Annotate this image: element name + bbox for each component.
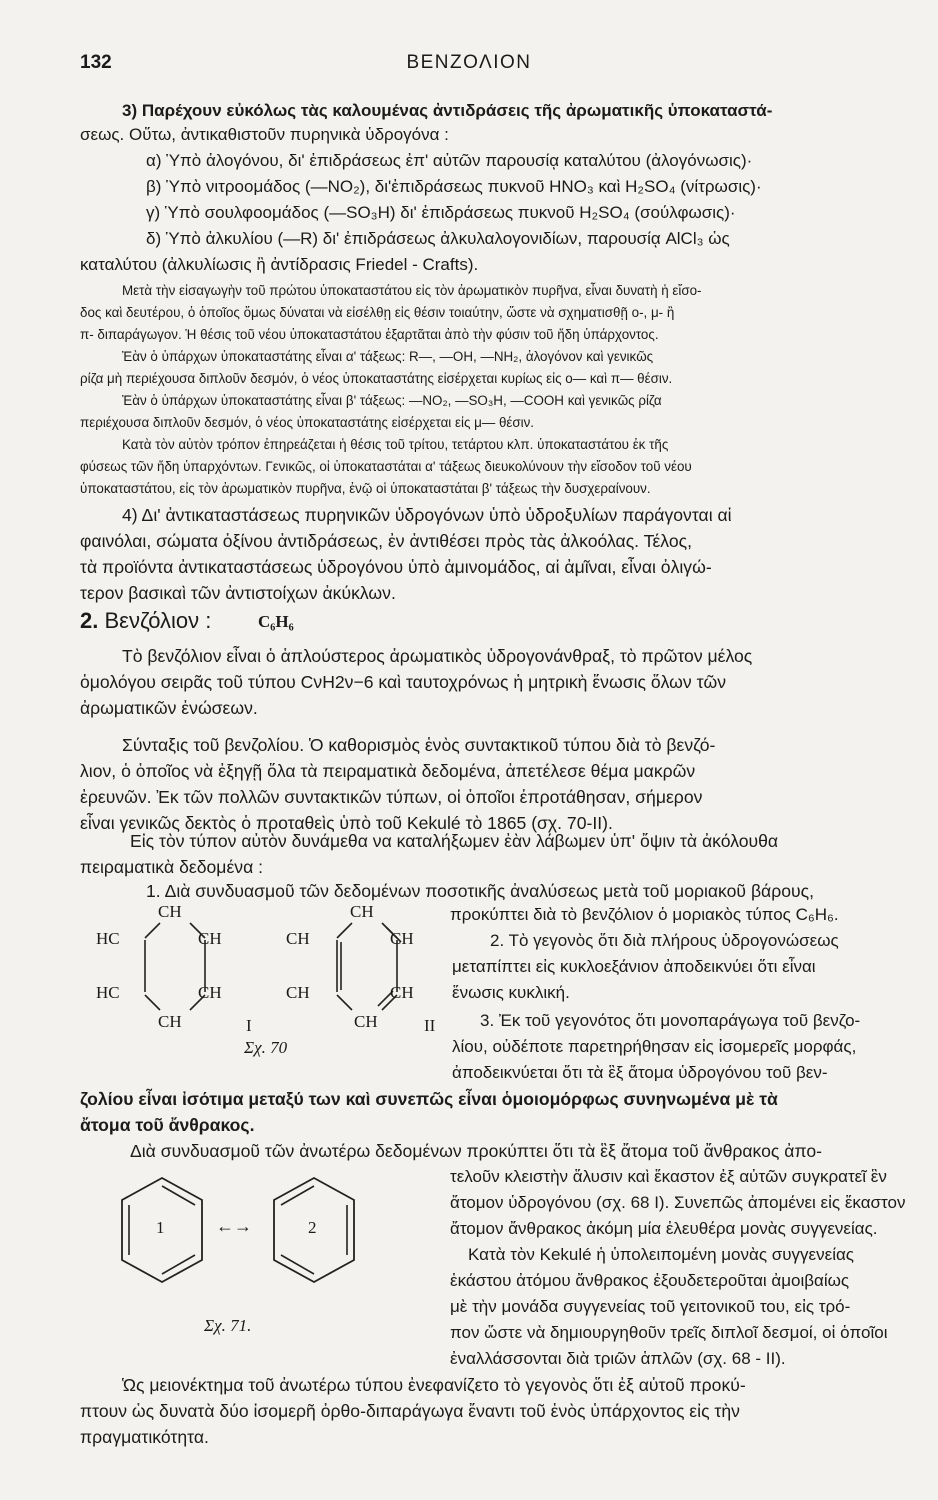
syntax-line-7: 1. Διὰ συνδυασμοῦ τῶν δεδομένων ποσοτικῆς ἀναλύσεως μετὰ τοῦ μοριακοῦ βάρους,	[146, 881, 815, 901]
bottom-line-3: πραγματικότητα.	[80, 1427, 209, 1447]
atom-ch-ur-1: CH	[198, 929, 222, 948]
syntax-line-2: λιον, ὁ ὁποῖος νὰ ἐξηγῇ ὅλα τὰ πειραματικὰ δεδομένα, ἀπετέλεσε θέμα μακρῶν	[80, 761, 696, 781]
section-heading	[80, 608, 211, 634]
small-line-9: φύσεως τῶν ἤδη ὑπαρχόντων. Γενικῶς, οἱ ὑποκαταστάται α' τάξεως διευκολύνουν τὴν εἴσοδον τοῦ νέου	[80, 459, 692, 474]
right71-line-7: πον ὥστε νὰ δημιουργηθοῦν τρεῖς διπλοῖ δεσμοί, οἱ ὁποῖοι	[450, 1323, 888, 1342]
small-line-3: π- διπαράγωγον. Ἡ θέσις τοῦ νέου ὑποκαταστάτου ἐξαρτᾶται ἀπὸ τὴν φύσιν τοῦ ἤδη ὑπάρχοντος.	[80, 327, 659, 342]
item-b: β) Ὑπὸ νιτροομάδος (—NO₂), δι'ἐπιδράσεως πυκνοῦ HNO₃ καὶ H₂SO₄ (νίτρωσις)·	[146, 177, 762, 196]
right71-line-6: μὲ τὴν μονάδα συγγενείας τοῦ γειτονικοῦ του, εἰς τρό-	[450, 1297, 851, 1316]
atom-ch-bottom-2: CH	[354, 1012, 378, 1031]
atom-ch-lr-2: CH	[390, 983, 414, 1002]
syntax-line-6: πειραματικὰ δεδομένα :	[80, 857, 264, 877]
item-d: δ) Ὑπὸ ἀλκυλίου (—R) δι' ἐπιδράσεως ἀλκυλαλογονιδίων, παρουσίᾳ AlCl₃ ὡς	[146, 229, 730, 248]
benzene-structures-svg	[100, 900, 460, 1060]
section-number: 2.	[80, 608, 99, 633]
atom-ch-ur-2: CH	[390, 929, 414, 948]
para3-line-2: σεως. Οὕτω, ἀντικαθιστοῦν πυρηνικὰ ὑδρογόνα :	[80, 125, 449, 144]
section-formula: C₆H₆	[258, 612, 294, 631]
atom-ch-top-1: CH	[158, 902, 182, 921]
right71-line-4: Κατὰ τὸν Kekulé ἡ ὑπολειπομένη μονὰς συγγενείας	[468, 1245, 855, 1264]
page-header	[80, 52, 858, 78]
right71-line-8: ἐναλλάσσονται διὰ τριῶν ἁπλῶν (σχ. 68 - ΙΙ).	[450, 1349, 786, 1368]
right71-line-5: ἑκάστου ἀτόμου ἄνθρακος ἐξουδετεροῦται ἀμοιβαίως	[450, 1271, 850, 1290]
para4-line-1: 4) Δι' ἀντικαταστάσεως πυρηνικῶν ὑδρογόνων ὑπὸ ὑδροξυλίων παράγονται αἱ	[122, 505, 732, 525]
syntax-line-4: εἶναι γενικῶς δεκτὸς ὁ προταθεὶς ὑπὸ τοῦ Kekulé τὸ 1865 (σχ. 70-ΙΙ).	[80, 813, 613, 833]
structure-label-1: I	[246, 1016, 252, 1035]
section-title: Βενζόλιον :	[104, 608, 212, 633]
page-number: 132	[80, 52, 112, 73]
right70-line-5: 3. Ἐκ τοῦ γεγονότος ὅτι μονοπαράγωγα τοῦ βενζο-	[480, 1011, 861, 1030]
item-c: γ) Ὑπὸ σουλφοομάδος (—SO₃H) δι' ἐπιδράσεως πυκνοῦ H₂SO₄ (σούλφωσις)·	[146, 203, 736, 222]
right71-line-1: τελοῦν κλειστὴν ἅλυσιν καὶ ἕκαστον ἐξ αὐτῶν συγκρατεῖ ἓν	[450, 1167, 887, 1186]
small-line-6: Ἐὰν ὁ ὑπάρχων ὑποκαταστάτης εἶναι β' τάξεως: —NO₂, —SO₃H, —COOH καὶ γενικῶς ρίζα	[122, 393, 662, 408]
small-line-5: ρίζα μὴ περιέχουσα διπλοῦν δεσμόν, ὁ νέος ὑποκαταστάτης εἰσέρχεται κυρίως εἰς ο— καὶ π— θέσιν.	[80, 371, 673, 386]
para4-line-3: τὰ προϊόντα ἀντικαταστάσεως ὑδρογόνου ὑπὸ ἀμινομάδος, αἱ ἀμῖναι, εἶναι ὀλιγώ-	[80, 557, 712, 577]
small-line-7: περιέχουσα διπλοῦν δεσμόν, ὁ νέος ὑποκαταστάτης εἰσέρχεται εἰς μ— θέσιν.	[80, 415, 535, 430]
right70-line-3: μεταπίπτει εἰς κυκλοεξάνιον ἀποδεικνύει ὅτι εἶναι	[452, 957, 816, 976]
right70-line-1: προκύπτει διὰ τὸ βενζόλιον ὁ μοριακὸς τύπος C₆H₆.	[450, 905, 839, 924]
intro-line-1: Τὸ βενζόλιον εἶναι ὁ ἁπλούστερος ἀρωματικὸς ὑδρογονάνθραξ, τὸ πρῶτον μέλος	[122, 646, 753, 666]
resonance-label-1: 1	[156, 1218, 165, 1237]
bottom-line-1: Ὡς μειονέκτημα τοῦ ἀνωτέρω τύπου ἐνεφανίζετο τὸ γεγονὸς ὅτι ἐξ αὐτοῦ προκύ-	[122, 1375, 746, 1395]
intro-line-3: ἀρωματικῶν ἐνώσεων.	[80, 698, 258, 718]
para4-line-4: τερον βασικαὶ τῶν ἀντιστοίχων ἀκύκλων.	[80, 583, 396, 603]
item-a: α) Ὑπὸ ἀλογόνου, δι' ἐπιδράσεως ἐπ' αὐτῶν παρουσίᾳ καταλύτου (ἀλογόνωσις)·	[146, 151, 753, 170]
mid-line-3: Διὰ συνδυασμοῦ τῶν ἀνωτέρω δεδομένων προκύπτει ὅτι τὰ ἓξ ἄτομα τοῦ ἄνθρακος ἀπο-	[130, 1141, 822, 1161]
para4-line-2: φαινόλαι, σώματα ὀξίνου ἀντιδράσεως, ἐν ἀντιθέσει πρὸς τὰς ἀλκοόλας. Τέλος,	[80, 531, 692, 551]
item-d-cont: καταλύτου (ἀλκυλίωσις ἢ ἀντίδρασις Friedel - Crafts).	[80, 255, 479, 274]
mid-line-1: ζολίου εἶναι ἰσότιμα μεταξύ των καὶ συνεπῶς εἶναι ὁμοιομόρφως συνηνωμένα μὲ τὰ	[80, 1089, 778, 1109]
small-line-8: Κατὰ τὸν αὐτὸν τρόπον ἐπηρεάζεται ἡ θέσις τοῦ τρίτου, τετάρτου κλπ. ὑποκαταστάτου ἐκ τῆς	[122, 437, 669, 452]
right71-line-3: ἄτομον ἄνθρακος ἀκόμη μία ἐλευθέρα μονὰς συγγενείας.	[450, 1219, 878, 1238]
atom-ch-top-2: CH	[350, 902, 374, 921]
mid-line-2: ἄτομα τοῦ ἄνθρακος.	[80, 1115, 255, 1135]
right70-line-6: λίου, οὐδέποτε παρετηρήθησαν εἰς ἰσομερεῖς μορφάς,	[452, 1037, 857, 1056]
resonance-label-2: 2	[308, 1218, 317, 1237]
kekule-resonance-svg	[120, 1170, 360, 1310]
intro-line-2: ὁμολόγου σειρᾶς τοῦ τύπου CνH2ν−6 καὶ ταυτοχρόνως ἡ μητρικὴ ἕνωσις ὅλων τῶν	[80, 672, 727, 692]
small-line-4: Ἐὰν ὁ ὑπάρχων ὑποκαταστάτης εἶναι α' τάξεως: R—, —OH, —NH₂, ἀλογόνον καὶ γενικῶς	[122, 349, 654, 364]
figure-71	[120, 1170, 360, 1340]
running-title: ΒΕΝΖΟΛΙΟΝ	[406, 52, 532, 73]
atom-ch-ll-2: CH	[286, 983, 310, 1002]
atom-hc-ul-1: HC	[96, 929, 120, 948]
structure-label-2: II	[424, 1016, 436, 1035]
para3-line-1: 3) Παρέχουν εὐκόλως τὰς καλουμένας ἀντιδράσεις τῆς ἀρωματικῆς ὑποκαταστά-	[122, 101, 773, 120]
syntax-line-1: Σύνταξις τοῦ βενζολίου. Ὁ καθορισμὸς ἑνὸς συντακτικοῦ τύπου διὰ τὸ βενζό-	[122, 735, 716, 755]
atom-ch-ul-2: CH	[286, 929, 310, 948]
small-line-10: ὑποκαταστάτου, εἰς τὸν ἀρωματικὸν πυρῆνα, ἐνῷ οἱ ὑποκαταστάται β' τάξεως τὴν δυσχεραίνουν.	[80, 481, 651, 496]
figure-71-caption: Σχ. 71.	[204, 1316, 252, 1335]
syntax-line-5: Εἰς τὸν τύπον αὐτὸν δυνάμεθα να καταλήξωμεν ἐὰν λάβωμεν ὑπ' ὄψιν τὰ ἀκόλουθα	[130, 831, 779, 851]
atom-ch-bottom-1: CH	[158, 1012, 182, 1031]
small-line-2: δος καὶ δευτέρου, ὁ ὁποῖος ὅμως δύναται νὰ εἰσέλθῃ εἰς θέσιν τοιαύτην, ὥστε νὰ σχηματισθῇ ο-, μ- ἢ	[80, 305, 675, 320]
syntax-line-3: ἐρευνῶν. Ἐκ τῶν πολλῶν συντακτικῶν τύπων, οἱ ὁποῖοι ἐπροτάθησαν, σήμερον	[80, 787, 703, 807]
right70-line-7: ἀποδεικνύεται ὅτι τὰ ἓξ ἄτομα ὑδρογόνου τοῦ βεν-	[452, 1063, 828, 1082]
figure-70-caption: Σχ. 70	[244, 1038, 288, 1057]
resonance-arrow: ←→	[216, 1216, 252, 1236]
atom-hc-ll-1: HC	[96, 983, 120, 1002]
figure-70	[96, 900, 460, 1060]
right70-line-2: 2. Τὸ γεγονὸς ὅτι διὰ πλήρους ὑδρογονώσεως	[490, 931, 839, 950]
right70-line-4: ἕνωσις κυκλική.	[452, 983, 570, 1002]
small-line-1: Μετὰ τὴν εἰσαγωγὴν τοῦ πρώτου ὑποκαταστάτου εἰς τὸν ἀρωματικὸν πυρῆνα, εἶναι δυνατὴ ἡ εἴσο-	[122, 283, 702, 298]
atom-ch-lr-1: CH	[198, 983, 222, 1002]
bottom-line-2: πτουν ὡς δυνατὰ δύο ἰσομερῆ ὀρθο-διπαράγωγα ἔναντι τοῦ ἑνὸς ὑπάρχοντος εἰς τὴν	[80, 1401, 740, 1421]
right71-line-2: ἄτομον ὑδρογόνου (σχ. 68 Ι). Συνεπῶς ἀπομένει εἰς ἕκαστον	[450, 1193, 906, 1212]
